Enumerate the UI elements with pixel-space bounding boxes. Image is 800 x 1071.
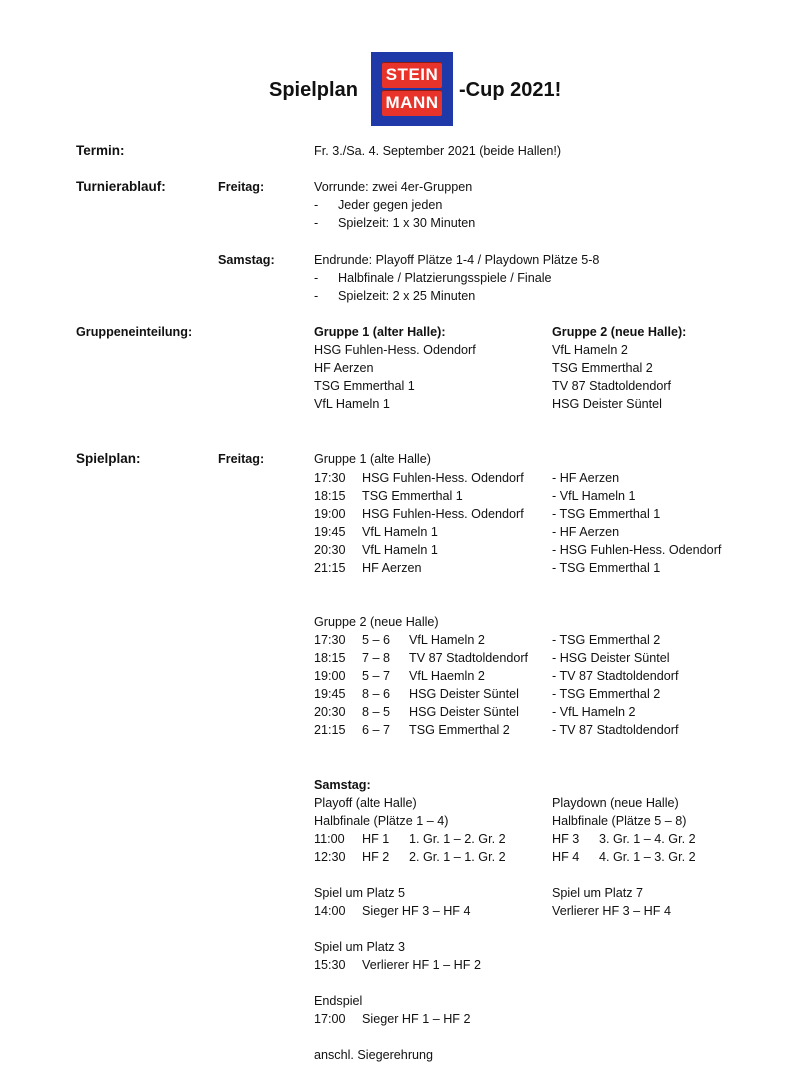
game-home: HSG Fuhlen-Hess. Odendorf xyxy=(362,471,524,485)
playoff-title: Playoff (alte Halle) xyxy=(314,796,417,810)
ceremony-note: anschl. Siegerehrung xyxy=(314,1048,434,1062)
page-title-right: -Cup 2021! xyxy=(459,79,562,101)
game-home: TV 87 Stadtoldendorf xyxy=(409,651,529,665)
game-home: HSG Deister Süntel xyxy=(409,705,519,719)
game-time: 19:00 xyxy=(314,507,346,521)
gruppe1-header: Gruppe 1 (alter Halle): xyxy=(314,325,446,339)
ablauf-freitag-line: Jeder gegen jeden xyxy=(338,198,443,212)
turnierablauf-label: Turnierablauf: xyxy=(76,179,166,194)
bullet-dash: - xyxy=(314,271,319,285)
gruppe1-team: TSG Emmerthal 1 xyxy=(314,379,415,393)
game-away: - TV 87 Stadtoldendorf xyxy=(552,723,679,737)
ablauf-samstag-label: Samstag: xyxy=(218,253,275,267)
game-time: 11:00 xyxy=(314,832,345,846)
final-title: Endspiel xyxy=(314,994,363,1008)
platz3-title: Spiel um Platz 3 xyxy=(314,940,405,954)
logo-text-mann: MANN xyxy=(382,90,442,116)
samstag-title: Samstag: xyxy=(314,778,371,792)
game-time: 20:30 xyxy=(314,705,346,719)
game-away: - HSG Fuhlen-Hess. Odendorf xyxy=(552,543,722,557)
game-away: - HSG Deister Süntel xyxy=(552,651,670,665)
gruppe1-team: HF Aerzen xyxy=(314,361,374,375)
gruppe2-team: HSG Deister Süntel xyxy=(552,397,662,411)
game-away: - TSG Emmerthal 1 xyxy=(552,507,661,521)
game-time: 21:15 xyxy=(314,723,346,737)
ablauf-freitag-line: Spielzeit: 1 x 30 Minuten xyxy=(338,216,476,230)
game-pairing: 3. Gr. 1 – 4. Gr. 2 xyxy=(599,832,696,846)
gruppe1-schedule-title: Gruppe 1 (alte Halle) xyxy=(314,452,431,466)
game-home: TSG Emmerthal 1 xyxy=(362,489,463,503)
game-time: 19:00 xyxy=(314,669,346,683)
gruppeneinteilung-label: Gruppeneinteilung: xyxy=(76,325,193,339)
game-pairing: 7 – 8 xyxy=(362,651,391,665)
gruppe2-header: Gruppe 2 (neue Halle): xyxy=(552,325,687,339)
game-time: 17:00 xyxy=(314,1012,346,1026)
game-time: 15:30 xyxy=(314,958,346,972)
game-time: 19:45 xyxy=(314,525,346,539)
gruppe2-team: TSG Emmerthal 2 xyxy=(552,361,653,375)
game-pairing: 2. Gr. 1 – 1. Gr. 2 xyxy=(409,850,506,864)
game-time: 14:00 xyxy=(314,904,346,918)
ablauf-samstag-line: Endrunde: Playoff Plätze 1-4 / Playdown Plätze 5-8 xyxy=(314,253,600,267)
game-home: VfL Hameln 1 xyxy=(362,525,438,539)
gruppe2-schedule-title: Gruppe 2 (neue Halle) xyxy=(314,615,439,629)
game-time: 12:30 xyxy=(314,850,346,864)
final-game: Sieger HF 1 – HF 2 xyxy=(362,1012,471,1026)
termin-label: Termin: xyxy=(76,143,125,158)
bullet-dash: - xyxy=(314,289,319,303)
gruppe2-team: VfL Hameln 2 xyxy=(552,343,628,357)
platz5-game: Sieger HF 3 – HF 4 xyxy=(362,904,471,918)
playoff-subtitle: Halbfinale (Plätze 1 – 4) xyxy=(314,814,449,828)
page-title-left: Spielplan xyxy=(269,79,358,101)
bullet-dash: - xyxy=(314,216,319,230)
game-pairing: 6 – 7 xyxy=(362,723,391,737)
game-home: HSG Fuhlen-Hess. Odendorf xyxy=(362,507,524,521)
game-pairing: 8 – 6 xyxy=(362,687,391,701)
game-pairing: 5 – 7 xyxy=(362,669,391,683)
bullet-dash: - xyxy=(314,198,319,212)
game-code: HF 4 xyxy=(552,850,580,864)
gruppe1-team: HSG Fuhlen-Hess. Odendorf xyxy=(314,343,476,357)
gruppe1-team: VfL Hameln 1 xyxy=(314,397,390,411)
game-time: 17:30 xyxy=(314,633,346,647)
steinmann-logo xyxy=(371,52,453,126)
game-home: VfL Hameln 1 xyxy=(362,543,438,557)
game-time: 18:15 xyxy=(314,651,346,665)
game-home: HSG Deister Süntel xyxy=(409,687,519,701)
game-code: HF 1 xyxy=(362,832,390,846)
termin-value: Fr. 3./Sa. 4. September 2021 (beide Hallen!) xyxy=(314,144,562,158)
spielplan-label: Spielplan: xyxy=(76,451,141,466)
ablauf-freitag-label: Freitag: xyxy=(218,180,265,194)
game-pairing: 8 – 5 xyxy=(362,705,391,719)
game-pairing: 1. Gr. 1 – 2. Gr. 2 xyxy=(409,832,506,846)
game-away: - VfL Hameln 2 xyxy=(552,705,636,719)
platz3-game: Verlierer HF 1 – HF 2 xyxy=(362,958,481,972)
ablauf-samstag-line: Halbfinale / Platzierungsspiele / Finale xyxy=(338,271,552,285)
game-home: VfL Haemln 2 xyxy=(409,669,485,683)
ablauf-freitag-line: Vorrunde: zwei 4er-Gruppen xyxy=(314,180,473,194)
game-home: TSG Emmerthal 2 xyxy=(409,723,510,737)
game-time: 20:30 xyxy=(314,543,346,557)
game-pairing: 4. Gr. 1 – 3. Gr. 2 xyxy=(599,850,696,864)
game-code: HF 2 xyxy=(362,850,390,864)
game-home: HF Aerzen xyxy=(362,561,422,575)
game-code: HF 3 xyxy=(552,832,580,846)
playdown-subtitle: Halbfinale (Plätze 5 – 8) xyxy=(552,814,687,828)
game-away: - TSG Emmerthal 2 xyxy=(552,633,661,647)
game-away: - TV 87 Stadtoldendorf xyxy=(552,669,679,683)
game-away: - VfL Hameln 1 xyxy=(552,489,636,503)
game-time: 18:15 xyxy=(314,489,346,503)
platz5-title: Spiel um Platz 5 xyxy=(314,886,405,900)
game-time: 19:45 xyxy=(314,687,346,701)
game-away: - TSG Emmerthal 2 xyxy=(552,687,661,701)
game-time: 21:15 xyxy=(314,561,346,575)
game-away: - HF Aerzen xyxy=(552,525,620,539)
game-home: VfL Hameln 2 xyxy=(409,633,485,647)
game-pairing: 5 – 6 xyxy=(362,633,391,647)
playdown-title: Playdown (neue Halle) xyxy=(552,796,679,810)
spielplan-freitag-label: Freitag: xyxy=(218,452,265,466)
game-time: 17:30 xyxy=(314,471,346,485)
game-away: - TSG Emmerthal 1 xyxy=(552,561,661,575)
ablauf-samstag-line: Spielzeit: 2 x 25 Minuten xyxy=(338,289,476,303)
platz7-game: Verlierer HF 3 – HF 4 xyxy=(552,904,671,918)
logo-text-stein: STEIN xyxy=(382,62,442,88)
game-away: - HF Aerzen xyxy=(552,471,620,485)
gruppe2-team: TV 87 Stadtoldendorf xyxy=(552,379,672,393)
platz7-title: Spiel um Platz 7 xyxy=(552,886,643,900)
